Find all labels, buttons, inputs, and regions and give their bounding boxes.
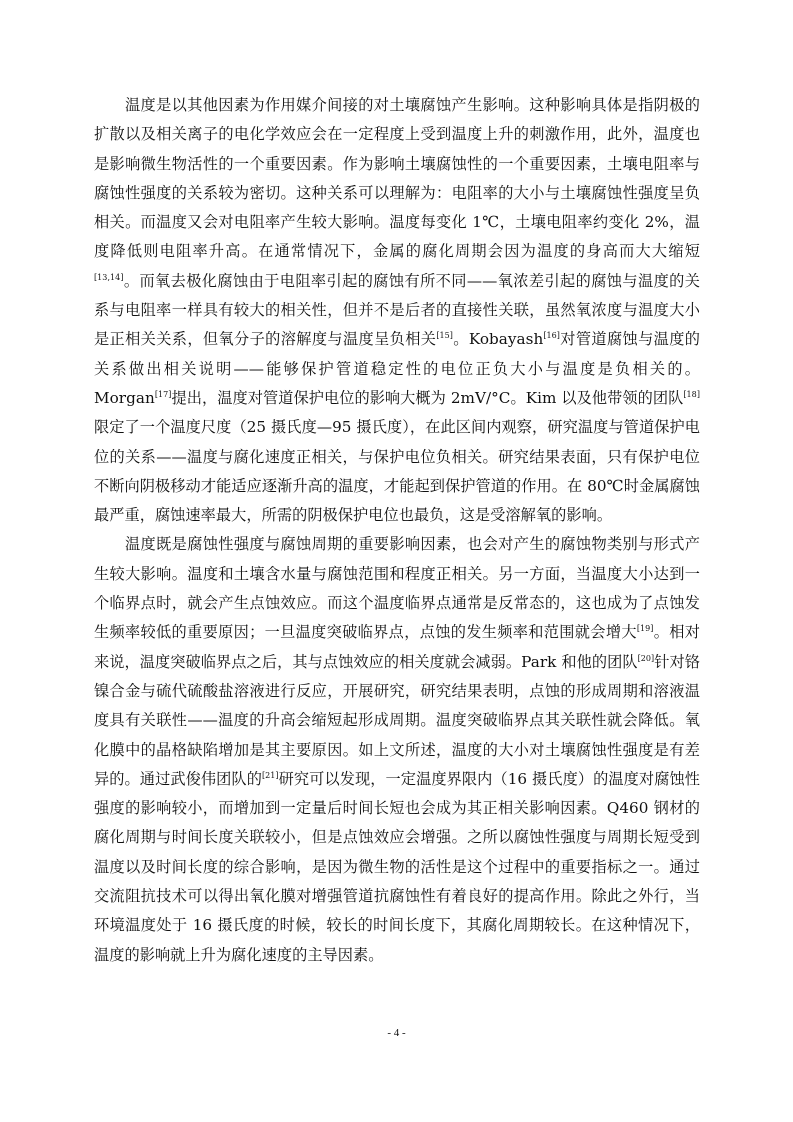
text-run: 。相对来说，温度突破临界点之后，其与点蚀效应的相关度就会减弱。Park 和他的团队 xyxy=(94,623,700,671)
citation-20: [20] xyxy=(637,653,655,663)
citation-17: [17] xyxy=(154,389,172,399)
text-run: 提出，温度对管道保护电位的影响大概为 2mV/°C。Kim 以及他带领的团队 xyxy=(171,388,684,407)
page-number: - 4 - xyxy=(387,1027,406,1039)
body-text xyxy=(94,91,700,970)
text-run: 。而氧去极化腐蚀由于电阻率引起的腐蚀有所不同——氧浓差引起的腐蚀与温度的关系与电阻率一样具有较大的相关性，但并不是后者的直接性关联，虽然氧浓度与温度大小是正相关关系，但氧分子的溶解度与温度呈负相关 xyxy=(94,271,700,349)
citation-19: [19] xyxy=(636,624,654,634)
text-run: 温度既是腐蚀性强度与腐蚀周期的重要影响因素，也会对产生的腐蚀物类别与形式产生较大影响。温度和土壤含水量与腐蚀范围和程度正相关。另一方面，当温度大小达到一个临界点时，就会产生点蚀效应。而这个温度临界点通常是反常态的，这也成为了点蚀发生频率较低的重要原因；一旦温度突破临界点，点蚀的发生频率和范围就会增大 xyxy=(94,535,700,642)
citation-16: [16] xyxy=(543,331,560,341)
paragraph-temperature-effects xyxy=(94,91,700,530)
text-run: 。Kobayash xyxy=(452,330,544,349)
text-run: 针对铬镍合金与硫代硫酸盐溶液进行反应，开展研究，研究结果表明，点蚀的形成周期和溶液温度具有关联性——温度的升高会缩短起形成周期。温度突破临界点其关联性就会降低。氧化膜中的晶格缺陷增加是其主要原因。如上文所述，温度的大小对土壤腐蚀性强度是有差异的。通过武俊伟团队的 xyxy=(94,652,701,788)
citation-21: [21] xyxy=(261,770,279,780)
text-run: 对管道腐蚀与温度的关系做出相关说明——能够保护管道稳定性的电位正负大小与温度是负相关的。Morgan xyxy=(94,330,700,407)
citation-18: [18] xyxy=(683,389,700,399)
text-run: 研究可以发现，一定温度界限内（16 摄氏度）的温度对腐蚀性强度的影响较小，而增加到一定量后时间长短也会成为其正相关影响因素。Q460 钢材的腐化周期与时间长度关联较小，但是点蚀效应会增强。之所以腐蚀性强度与周期长短受到温度以及时间长度的综合影响，是因为微生物的活性是这个过程中的重要指标之一。通过交流阻抗技术可以得出氧化膜对增强管道抗腐蚀性有着良好的提高作用。除此之外行，当环境温度处于 16 摄氏度的时候，较长的时间长度下，其腐化周期较长。在这种情况下，温度的影响就上升为腐化速度的主导因素。 xyxy=(94,769,700,964)
citation-15: [15] xyxy=(436,331,453,341)
text-run: 限定了一个温度尺度（25 摄氏度—95 摄氏度），在此区间内观察，研究温度与管道保护电位的关系——温度与腐化速度正相关，与保护电位负相关。研究结果表面，只有保护电位不断向阴极移动才能适应逐渐升高的温度，才能起到保护管道的作用。在 80℃时金属腐蚀最严重，腐蚀速率最大，所需的阴极保护电位也最负，这是受溶解氧的影响。 xyxy=(94,418,700,525)
citation-13-14: [13,14] xyxy=(94,272,124,282)
paragraph-pitting-corrosion xyxy=(94,530,700,969)
text-run: 温度是以其他因素为作用媒介间接的对土壤腐蚀产生影响。这种影响具体是指阴极的扩散以及相关离子的电化学效应会在一定程度上受到温度上升的刺激作用，此外，温度也是影响微生物活性的一个重要因素。作为影响土壤腐蚀性的一个重要因素，土壤电阻率与腐蚀性强度的关系较为密切。这种关系可以理解为：电阻率的大小与土壤腐蚀性强度呈负相关。而温度又会对电阻率产生较大影响。温度每变化 1℃，土壤电阻率约变化 2%，温度降低则电阻率升高。在通常情况下，金属的腐化周期会因为温度的身高而大大缩短 xyxy=(94,96,700,261)
